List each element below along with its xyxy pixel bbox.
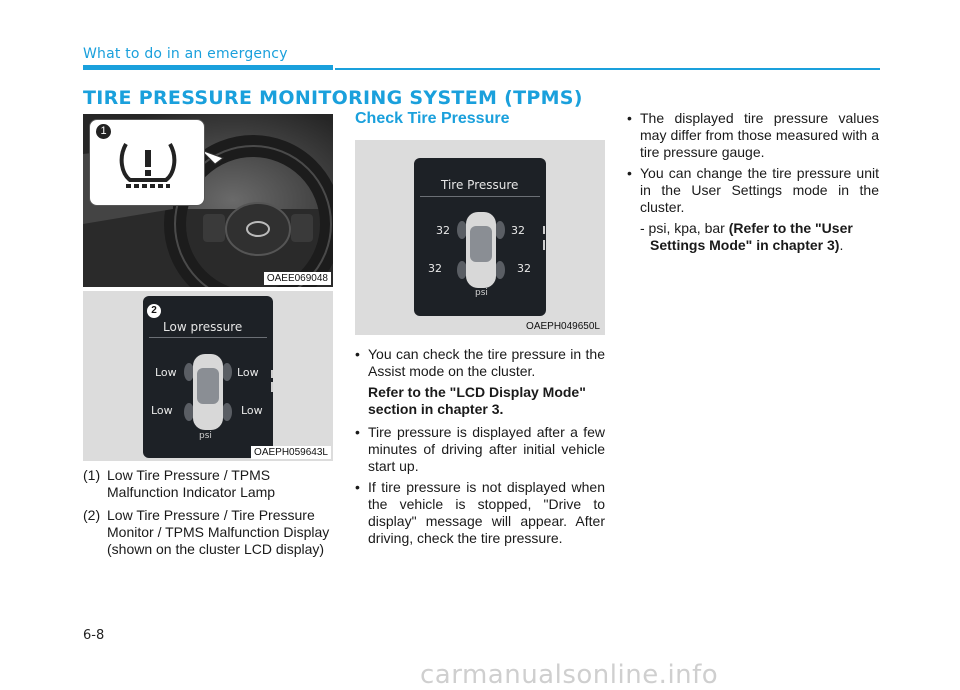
callout-badge-1: 1: [96, 124, 111, 139]
bullet-text: The displayed tire pressure values may differ from those measured with a tire pressure gauge.: [640, 110, 879, 160]
tire-front-left: Low: [155, 366, 177, 379]
tire-rear-left: Low: [151, 404, 173, 417]
section-header: What to do in an emergency: [83, 46, 288, 62]
pressure-unit: psi: [199, 431, 212, 441]
caption-text: Low Tire Pressure / Tire Pressure Monitor / TPMS Malfunction Display (shown on the cluster LCD display): [107, 507, 330, 557]
screen-divider: [149, 337, 267, 338]
tire-front-right: 32: [511, 224, 525, 237]
caption-number: (2): [83, 507, 101, 523]
screen-divider: [420, 196, 540, 197]
header-rule-thin: [335, 68, 880, 70]
tpms-warning-icon: [118, 138, 178, 188]
list-item: • Tire pressure is displayed after a few minutes of driving after initial vehicle start up.: [355, 424, 605, 474]
tire-front-right: Low: [237, 366, 259, 379]
low-pressure-figure: [83, 291, 333, 461]
right-column: [627, 110, 879, 254]
bullet-text: You can check the tire pressure in the Assist mode on the cluster.: [368, 346, 605, 379]
header-rule: [83, 65, 333, 70]
bullet-text: Tire pressure is displayed after a few minutes of driving after initial vehicle start up.: [368, 424, 605, 474]
tire-rear-right: Low: [241, 404, 263, 417]
caption-item: [83, 507, 333, 558]
tire-rear-left: 32: [428, 262, 442, 275]
figure-code: OAEE069048: [264, 272, 331, 285]
unit-options-reference: (Refer to the "User Settings Mode" in chapter 3): [650, 220, 853, 253]
check-instructions: [355, 346, 605, 551]
caption-text: Low Tire Pressure / TPMS Malfunction Indicator Lamp: [107, 467, 276, 500]
subheading-check-tire-pressure: Check Tire Pressure: [355, 110, 510, 127]
tire-rear-right: 32: [517, 262, 531, 275]
page-title: TIRE PRESSURE MONITORING SYSTEM (TPMS): [83, 87, 583, 109]
callout-badge-2: 2: [147, 304, 161, 318]
bullet-text: You can change the tire pressure unit in the User Settings mode in the cluster.: [640, 165, 879, 215]
bold-note: Refer to the "LCD Display Mode" section in chapter 3.: [368, 384, 586, 417]
list-item: • If tire pressure is not displayed when the vehicle is stopped, "Drive to display" message will appear. After driving, check the tire pressure.: [355, 479, 605, 546]
dashboard-photo: [83, 114, 333, 287]
figure-captions: [83, 467, 333, 564]
list-item: • You can change the tire pressure unit in the User Settings mode in the cluster.: [627, 165, 879, 215]
figure-code: OAEPH049650L: [526, 321, 600, 332]
tire-pressure-figure: [355, 140, 605, 335]
page-number: 6-8: [83, 628, 105, 643]
list-item: • You can check the tire pressure in the Assist mode on the cluster.: [355, 346, 605, 379]
screen-title: Tire Pressure: [441, 178, 519, 192]
unit-options-prefix: - psi, kpa, bar: [640, 220, 729, 236]
unit-options-suffix: .: [839, 237, 844, 253]
tire-front-left: 32: [436, 224, 450, 237]
caption-item: [83, 467, 333, 501]
pressure-unit: psi: [475, 288, 488, 298]
figure-code: OAEPH059643L: [251, 446, 331, 459]
indicator-callout: [89, 119, 205, 206]
cluster-screen: [414, 158, 546, 316]
bullet-text: If tire pressure is not displayed when the vehicle is stopped, "Drive to display" message will appear. After driving, check the tire pressure.: [368, 479, 605, 546]
screen-title: Low pressure: [163, 320, 243, 334]
list-item: • The displayed tire pressure values may differ from those measured with a tire pressure gauge.: [627, 110, 879, 160]
unit-options: [640, 220, 879, 254]
watermark: carmanualsonline.info: [420, 660, 719, 690]
caption-number: (1): [83, 467, 101, 483]
cluster-screen: [143, 296, 273, 458]
